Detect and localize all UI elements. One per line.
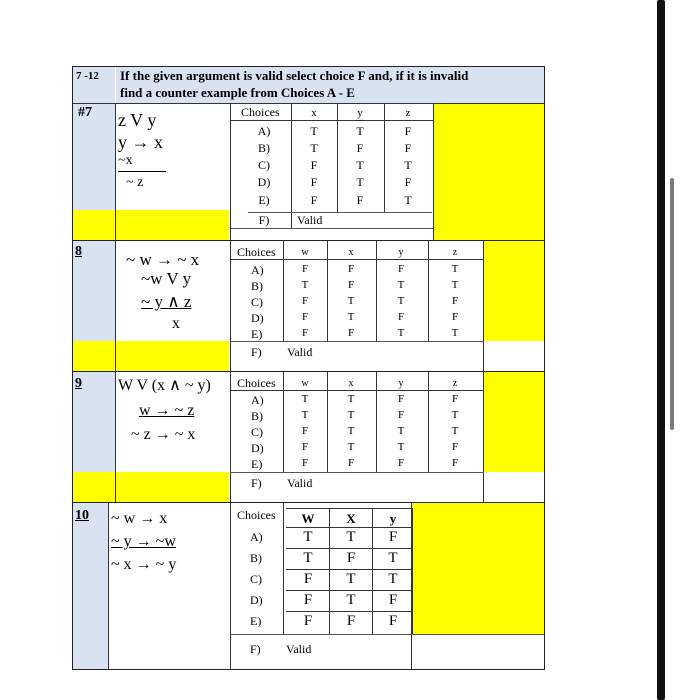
p8-choices-table — [230, 241, 484, 371]
p10-row-b-x: F — [346, 550, 356, 566]
p7-row-c-z: T — [404, 158, 412, 172]
instructions-line-1: If the given argument is valid select choice F and, if it is invalid — [120, 68, 469, 83]
p9-row-f-valid: Valid — [287, 476, 313, 490]
p8-row-c-y: T — [397, 295, 405, 307]
scrollbar-thumb[interactable] — [670, 178, 674, 430]
p7-row-e-x: F — [310, 193, 318, 207]
p8-premise-1: ~ w → ~ x — [126, 250, 200, 269]
p9-row-b-y: F — [397, 409, 405, 421]
p8-row-d-y: F — [397, 311, 405, 323]
p7-row-a-label: A) — [257, 124, 271, 138]
p9-number: 9 — [75, 376, 82, 391]
p10-number: 10 — [75, 508, 89, 523]
p9-answer-cell — [484, 372, 544, 472]
p9-row-e-w: F — [301, 457, 309, 469]
p8-row-e-y: T — [397, 327, 405, 339]
p9-conclusion: ~ z → ~ x — [131, 426, 196, 443]
p9-row-d-w: F — [301, 441, 309, 453]
p9-row-d-x: T — [347, 441, 355, 453]
p10-head-w: W — [301, 511, 315, 526]
p10-number-cell — [73, 503, 108, 669]
p10-head-y: y — [389, 511, 397, 526]
p10-row-e-y: F — [388, 613, 398, 629]
p7-row-f-valid: Valid — [297, 213, 323, 227]
p8-conclusion: x — [172, 315, 180, 332]
p10-row-c-w: F — [303, 571, 313, 587]
p8-row-c-x: T — [347, 295, 355, 307]
p9-row-e-y: F — [397, 457, 405, 469]
p10-row-b-y: T — [388, 550, 398, 566]
p10-head-x: X — [346, 511, 356, 526]
p7-head-y: y — [357, 107, 363, 119]
p8-row-a-w: F — [301, 263, 309, 275]
p9-row-d-label: D) — [251, 441, 264, 455]
p10-row-a-y: F — [388, 529, 398, 545]
p9-row-a-x: T — [347, 393, 355, 405]
p9-row-b-label: B) — [251, 409, 263, 423]
p10-premise-2: ~ y → ~w — [111, 533, 176, 550]
p10-row-d-w: F — [303, 592, 313, 608]
p7-row-c-label: C) — [258, 158, 270, 172]
p9-head-z: z — [452, 378, 458, 389]
p7-row-d-z: F — [404, 175, 412, 189]
p9-row-e-x: F — [347, 457, 355, 469]
p7-row-b-x: T — [310, 141, 318, 155]
p8-row-d-w: F — [301, 311, 309, 323]
p7-row-a-y: T — [356, 124, 364, 138]
p7-row-a-z: F — [404, 124, 412, 138]
p8-row-f-label: F) — [251, 345, 262, 359]
p7-premise-2: y → x — [118, 132, 163, 152]
p9-row-b-x: T — [347, 409, 355, 421]
p9-row-e-z: F — [451, 457, 459, 469]
p8-row-d-label: D) — [251, 311, 264, 325]
p9-answer-strip — [73, 472, 229, 502]
p7-answer-cell — [434, 104, 544, 240]
p8-row-d-z: F — [451, 311, 459, 323]
p10-row-d-y: F — [388, 592, 398, 608]
p9-row-b-z: T — [451, 409, 459, 421]
p8-row-b-z: T — [451, 279, 459, 291]
p9-head-y: y — [398, 378, 404, 389]
p10-head-choices: Choices — [237, 508, 276, 522]
p8-row-e-label: E) — [251, 327, 263, 341]
p9-head-x: x — [348, 378, 354, 389]
p10-row-c-y: T — [388, 571, 398, 587]
p10-row-b-label: B) — [250, 551, 262, 565]
p9-premise-2: w → ~ z — [139, 402, 195, 419]
p10-row-d-x: T — [346, 592, 356, 608]
p10-row-c-x: T — [346, 571, 356, 587]
instructions-line-2: find a counter example from Choices A - E — [120, 85, 355, 100]
p9-row-a-z: F — [451, 393, 459, 405]
p7-row-e-z: T — [404, 193, 412, 207]
p8-row-b-x: F — [347, 279, 355, 291]
p8-premise-2: ~w V y — [141, 269, 192, 288]
p7-row-c-y: T — [356, 158, 364, 172]
p9-row-c-w: F — [301, 425, 309, 437]
p7-head-z: z — [405, 107, 411, 119]
p7-head-x: x — [311, 107, 317, 119]
p7-row-b-y: F — [356, 141, 364, 155]
p7-conclusion: ~ z — [126, 175, 144, 190]
p8-row-a-label: A) — [251, 263, 264, 277]
p9-choices-table — [230, 372, 484, 502]
p7-row-c-x: F — [310, 158, 318, 172]
p8-head-w: w — [301, 247, 309, 258]
p10-row-f-valid: Valid — [286, 642, 312, 656]
p7-row-e-y: F — [356, 193, 364, 207]
p7-conclusion-bar — [118, 171, 166, 172]
p8-row-a-y: F — [397, 263, 405, 275]
p10-row-c-label: C) — [250, 572, 262, 586]
p9-head-w: w — [301, 378, 309, 389]
p9-row-c-x: T — [347, 425, 355, 437]
p9-row-a-y: F — [397, 393, 405, 405]
p10-premise-1: ~ w → x — [111, 510, 168, 527]
p8-number: 8 — [75, 244, 82, 259]
p10-row-b-w: T — [303, 550, 313, 566]
p8-row-a-z: T — [451, 263, 459, 275]
p8-row-f-valid: Valid — [287, 345, 313, 359]
p10-row-a-x: T — [346, 529, 356, 545]
p8-answer-cell — [484, 241, 544, 341]
p10-row-f-label: F) — [250, 642, 261, 656]
p8-row-b-y: T — [397, 279, 405, 291]
p10-row-a-w: T — [303, 529, 313, 545]
p8-head-y: y — [398, 247, 404, 258]
p7-row-e-label: E) — [258, 193, 270, 207]
p9-premise-1: W V (x ∧ ~ y) — [118, 377, 211, 394]
p9-row-d-z: F — [451, 441, 459, 453]
p8-row-a-x: F — [347, 263, 355, 275]
p7-row-d-x: F — [310, 175, 318, 189]
p7-premise-3: ~x — [118, 153, 133, 168]
p10-answer-cell — [412, 503, 544, 634]
p10-row-e-w: F — [303, 613, 313, 629]
p10-conclusion: ~ x → ~ y — [111, 556, 177, 573]
p7-answer-strip — [73, 210, 229, 240]
p8-row-e-w: F — [301, 327, 309, 339]
p9-row-f-label: F) — [251, 476, 262, 490]
p7-head-choices: Choices — [241, 105, 280, 119]
p8-head-x: x — [348, 247, 354, 258]
p10-row-d-label: D) — [250, 593, 263, 607]
p8-row-b-label: B) — [251, 279, 263, 293]
p8-row-c-label: C) — [251, 295, 263, 309]
p8-row-d-x: T — [347, 311, 355, 323]
p9-row-d-y: T — [397, 441, 405, 453]
p7-number: #7 — [78, 105, 92, 120]
problem-range: 7 -12 — [76, 70, 99, 82]
p8-head-choices: Choices — [237, 245, 276, 259]
p9-row-a-w: T — [301, 393, 309, 405]
p7-row-a-x: T — [310, 124, 318, 138]
p8-premise-3: ~ y ∧ z — [141, 292, 192, 311]
p9-row-b-w: T — [301, 409, 309, 421]
scrollbar-track[interactable] — [657, 0, 665, 700]
p8-row-e-x: F — [347, 327, 355, 339]
p7-row-b-z: F — [404, 141, 412, 155]
p9-row-c-y: T — [397, 425, 405, 437]
p8-row-e-z: T — [451, 327, 459, 339]
p8-head-z: z — [452, 247, 458, 258]
p10-row-a-label: A) — [250, 530, 263, 544]
p8-row-b-w: T — [301, 279, 309, 291]
p9-row-e-label: E) — [251, 457, 263, 471]
p7-row-d-y: T — [356, 175, 364, 189]
p9-row-c-label: C) — [251, 425, 263, 439]
p9-head-choices: Choices — [237, 376, 276, 390]
p9-row-c-z: T — [451, 425, 459, 437]
p8-row-c-w: F — [301, 295, 309, 307]
p7-row-d-label: D) — [257, 175, 271, 189]
p7-row-f-label: F) — [258, 213, 270, 227]
p10-row-e-x: F — [346, 613, 356, 629]
p10-row-e-label: E) — [250, 614, 262, 628]
p7-premise-1: z V y — [118, 110, 157, 130]
p9-row-a-label: A) — [251, 393, 264, 407]
p8-row-c-z: F — [451, 295, 459, 307]
p7-row-b-label: B) — [258, 141, 270, 155]
p8-answer-strip — [73, 341, 229, 371]
